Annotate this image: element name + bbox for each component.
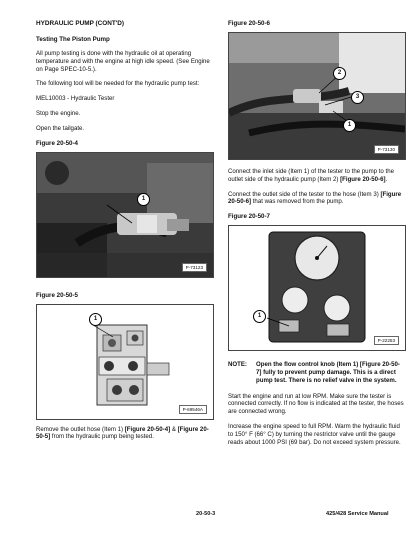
connect-outlet-text-c: that was removed from the pump.	[251, 198, 344, 206]
section-subtitle: Testing The Piston Pump	[36, 36, 110, 43]
remove-outlet-text-c: from the hydraulic pump being tested.	[50, 433, 154, 441]
connect-outlet-text-a: Connect the outlet side of the tester to the hose (Item 3)	[228, 190, 381, 198]
paragraph-connect-inlet	[228, 168, 404, 184]
figure-5-title: Figure 20-50-5	[36, 291, 78, 299]
connect-inlet-text-a: Connect the inlet side (Item 1) of the tester to the pump to the outlet side of the hydraulic pump (Item 2)	[228, 168, 394, 183]
figure-6-callout-3: 3	[351, 91, 364, 104]
figure-4-title: Figure 20-50-4	[36, 139, 78, 147]
note-label: NOTE:	[228, 361, 247, 369]
paragraph-stop-engine: Stop the engine.	[36, 109, 81, 117]
figure-6-photo	[228, 32, 406, 160]
figure-6-image	[229, 33, 405, 159]
figure-5-code: P-69546A	[179, 405, 207, 414]
paragraph-tool-name: MEL10003 - Hydraulic Tester	[36, 95, 115, 103]
right-column	[228, 14, 404, 453]
footer-page-number: 20-50-3	[196, 511, 216, 517]
paragraph-intro: All pump testing is done with the hydraulic oil at operating temperature and with the engine at high idle speed. (See Engine on Page SPEC-10-5.).	[36, 50, 210, 73]
left-column	[36, 14, 214, 448]
figure-7-code: P-22253	[374, 336, 399, 345]
paragraph-tool-needed: The following tool will be needed for the hydraulic pump test:	[36, 80, 200, 88]
connect-inlet-text-c: .	[385, 175, 388, 183]
figure-6-title: Figure 20-50-6	[228, 20, 270, 27]
figure-4-callout-1: 1	[137, 193, 150, 206]
connect-inlet-ref: [Figure 20-50-6]	[340, 175, 386, 183]
figure-4-photo	[36, 152, 214, 278]
connect-outlet-ref: [Figure 20-50-6]	[228, 190, 402, 206]
figure-5-photo	[36, 304, 214, 420]
paragraph-start-engine: Start the engine and run at low RPM. Make sure the tester is connected correctly. If no flow is indicated at the tester, the hoses are connected wrong.	[228, 392, 404, 416]
paragraph-remove-outlet	[36, 426, 214, 442]
figure-6-callout-1: 1	[343, 119, 356, 132]
paragraph-connect-outlet	[228, 191, 404, 207]
remove-outlet-text-a: Remove the outlet hose (Item 1)	[36, 425, 125, 433]
note-text: Open the flow control knob (Item 1) [Figure 20-50-7] fully to prevent pump damage. This is a direct pump test. There is no relief valve in the system.	[256, 361, 400, 384]
figure-7-callout-1: 1	[253, 310, 266, 323]
figure-6-code: P-73130	[374, 145, 399, 154]
remove-outlet-text-b: &	[170, 425, 178, 433]
figure-5-callout-1: 1	[89, 313, 102, 326]
paragraph-increase-speed: Increase the engine speed to full RPM. Warm the hydraulic fluid to 150° F (66° C) by turning the restrictor valve until the gauge reads about 1000 PSI (69 bar). Do not exceed system pressure.	[228, 422, 401, 446]
paragraph-open-tailgate: Open the tailgate.	[36, 124, 85, 132]
remove-outlet-ref-2: [Figure 20-50-5]	[36, 425, 209, 441]
figure-4-image	[37, 153, 213, 277]
note-block	[228, 361, 404, 384]
remove-outlet-ref-1: [Figure 20-50-4]	[124, 425, 171, 433]
figure-5-image	[37, 305, 213, 419]
figure-4-code: P-73123	[182, 263, 207, 272]
figure-7-image	[229, 226, 405, 350]
section-title: HYDRAULIC PUMP (CONT'D)	[36, 20, 125, 27]
figure-7-title: Figure 20-50-7	[228, 213, 270, 221]
figure-7-photo	[228, 225, 406, 351]
figure-6-callout-2: 2	[333, 67, 346, 80]
footer-manual-title: 425/428 Service Manual	[326, 511, 389, 517]
